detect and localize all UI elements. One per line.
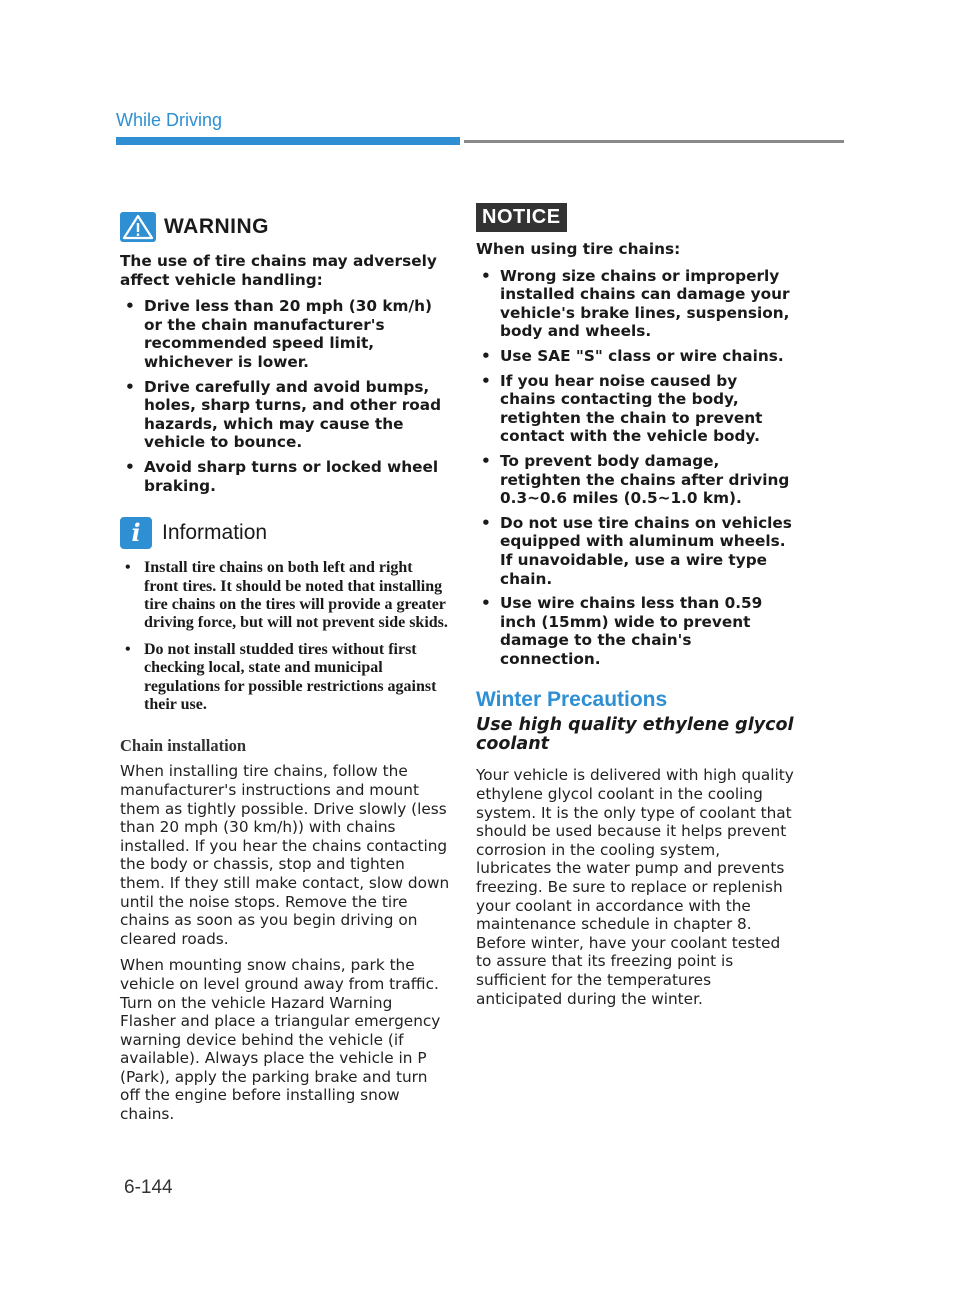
winter-precautions-title: Winter Precautions — [476, 688, 668, 712]
notice-item: • To prevent body damage, retighten the chains after driving 0.3~0.6 miles (0.5~1.0 km). — [476, 452, 796, 508]
notice-list — [476, 267, 796, 669]
information-item: • Install tire chains on both left and right front tires. It should be noted that installing tire chains on the tires will provide a greater driving force, but will not prevent side skids. — [120, 559, 450, 633]
warning-triangle-icon — [120, 212, 156, 242]
notice-item: • Use wire chains less than 0.59 inch (15mm) wide to prevent damage to the chain's connection. — [476, 594, 796, 668]
notice-item: • Do not use tire chains on vehicles equipped with aluminum wheels. If unavoidable, use a wire type chain. — [476, 514, 796, 588]
right-column — [476, 203, 796, 1016]
notice-badge: NOTICE — [476, 203, 567, 232]
coolant-subtitle: Use high quality ethylene glycol coolant — [476, 715, 794, 755]
page-number: 6-144 — [124, 1177, 173, 1198]
information-list — [120, 559, 450, 714]
section-header-title: While Driving — [116, 110, 223, 130]
warning-intro: The use of tire chains may adversely affect vehicle handling: — [120, 252, 437, 289]
information-header — [120, 517, 450, 549]
notice-intro: When using tire chains: — [476, 240, 681, 258]
notice-item: • Wrong size chains or improperly installed chains can damage your vehicle's brake lines, suspension, body and wheels. — [476, 267, 796, 341]
notice-item: • If you hear noise caused by chains contacting the body, retighten the chain to prevent contact with the vehicle body. — [476, 372, 796, 446]
left-column — [120, 208, 450, 1132]
chain-installation-heading: Chain installation — [120, 736, 247, 756]
information-item: • Do not install studded tires without first checking local, state and municipal regulations for possible restrictions against their use. — [120, 641, 450, 715]
warning-item: • Avoid sharp turns or locked wheel braking. — [120, 458, 450, 495]
warning-item: • Drive carefully and avoid bumps, holes, sharp turns, and other road hazards, which may cause the vehicle to bounce. — [120, 378, 450, 452]
chain-installation-paragraph: When installing tire chains, follow the manufacturer's instructions and mount them as tightly possible. Drive slowly (less than 20 mph (30 km/h)) with chains installed. If you hear the chains contacting the body or chassis, stop and tighten them. If they still make contact, slow down until the noise stops. Remove the tire chains as soon as you begin driving on cleared roads. — [120, 762, 450, 948]
chain-installation-paragraph: When mounting snow chains, park the vehicle on level ground away from traffic. Turn on the vehicle Hazard Warning Flasher and place a triangular emergency warning device behind the vehicle (if available). Always place the vehicle in P (Park), apply the parking brake and turn off the engine before installing snow chains. — [120, 956, 441, 1124]
info-icon: i — [120, 517, 152, 549]
warning-item: • Drive less than 20 mph (30 km/h) or the chain manufacturer's recommended speed limit, whichever is lower. — [120, 297, 450, 371]
warning-list — [120, 297, 450, 495]
coolant-paragraph: Your vehicle is delivered with high quality ethylene glycol coolant in the cooling system. It is the only type of coolant that should be used because it helps prevent corrosion in the cooling system, lubricates the water pump and prevents freezing. Be sure to replace or replenish your coolant in accordance with the maintenance schedule in chapter 8. Before winter, have your coolant tested to assure that its freezing point is sufficient for the temperatures anticipated during the winter. — [476, 766, 794, 1008]
warning-header — [120, 212, 450, 242]
information-title: Information — [162, 521, 268, 545]
warning-title: WARNING — [164, 215, 269, 238]
notice-item: • Use SAE "S" class or wire chains. — [476, 347, 796, 366]
header-rule-accent — [116, 137, 460, 145]
header-rule — [464, 140, 844, 143]
